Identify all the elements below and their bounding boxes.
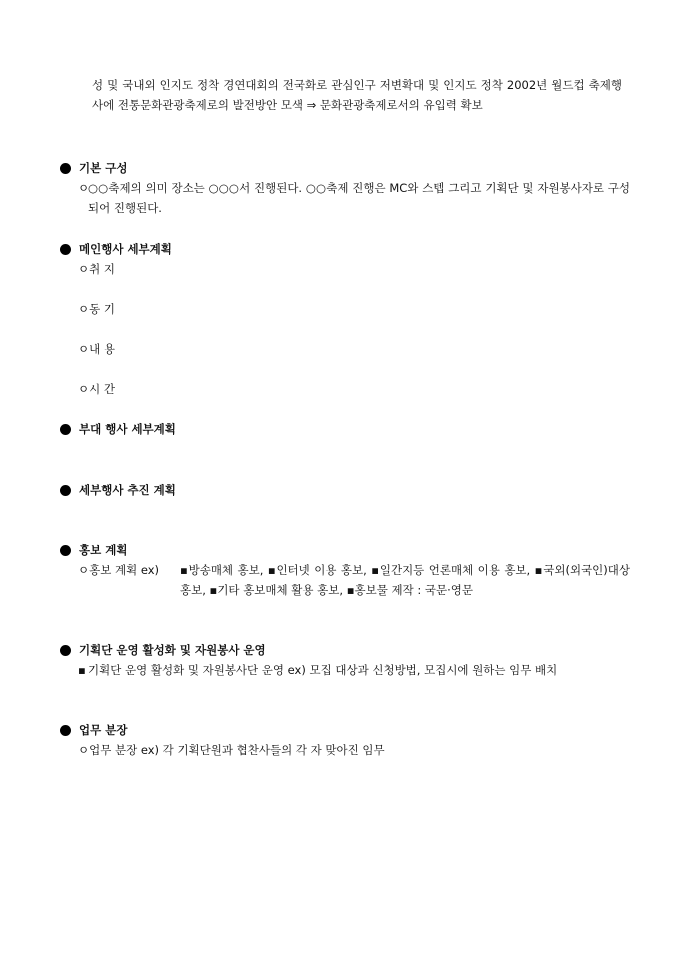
section-heading: [60, 239, 630, 259]
promotion-text: ▪방송매체 홍보, ▪인터넷 이용 홍보, ▪일간지등 언론매체 이용 홍보, ▪국외(외국인)대상 홍보, ▪기타 홍보매체 활용 홍보, ▪홍보물 제작 : 국문·영문: [180, 563, 630, 597]
filled-circle-bullet-icon: [60, 244, 71, 255]
planning-team-description: [78, 660, 630, 680]
main-item-purpose: ㅇ취 지: [78, 262, 115, 276]
section-heading: [60, 540, 630, 560]
filled-circle-bullet-icon: [60, 163, 71, 174]
heading-text: 부대 행사 세부계획: [79, 422, 176, 436]
heading-text: 업무 분장: [79, 723, 128, 737]
section-heading: [60, 419, 630, 439]
section-heading: [60, 480, 630, 500]
main-item-motive: ㅇ동 기: [78, 302, 115, 316]
filled-circle-bullet-icon: [60, 485, 71, 496]
section-sub-event: [60, 419, 630, 439]
section-main-event: [60, 239, 630, 396]
section-heading: [60, 640, 630, 660]
section-heading: [60, 720, 630, 740]
main-item-content: ㅇ내 용: [78, 342, 115, 356]
duties-text: ㅇ업무 분장 ex) 각 기획단원과 협찬사들의 각 자 맞아진 임무: [78, 743, 385, 757]
filled-circle-bullet-icon: [60, 645, 71, 656]
section-duties: [60, 720, 630, 760]
heading-text: 기획단 운영 활성화 및 자원봉사 운영: [79, 643, 266, 657]
filled-circle-bullet-icon: [60, 545, 71, 556]
filled-circle-bullet-icon: [60, 424, 71, 435]
heading-text: 메인행사 세부계획: [79, 242, 172, 256]
filled-circle-bullet-icon: [60, 725, 71, 736]
section-promotion: [60, 540, 630, 600]
heading-text: 기본 구성: [79, 161, 128, 175]
intro-paragraph: 성 및 국내외 인지도 정착 경연대회의 전국화로 관심인구 저변확대 및 인지도 정착 2002년 월드컵 축제행사에 전통문화관광축제로의 발전방안 모색 ⇒ 문화관광축제로서의 유입력 확보: [92, 78, 622, 112]
heading-text: 홍보 계획: [79, 543, 128, 557]
section-heading: [60, 158, 630, 178]
square-marker: ▪: [78, 663, 86, 677]
section-detail-plan: [60, 480, 630, 500]
circle-marker: ㅇ: [78, 181, 90, 195]
promotion-label: ㅇ홍보 계획 ex): [78, 563, 160, 577]
basic-text: ○○축제의 의미 장소는 ○○○서 진행된다. ○○축제 진행은 MC와 스텝 그리고 기획단 및 자원봉사자로 구성되어 진행된다.: [88, 181, 630, 215]
promotion-plan: [78, 560, 630, 600]
heading-text: 세부행사 추진 계획: [79, 483, 176, 497]
planning-team-text: 기획단 운영 활성화 및 자원봉사단 운영 ex) 모집 대상과 신청방법, 모집시에 원하는 임무 배치: [88, 663, 558, 677]
section-planning-team: [60, 640, 630, 680]
main-item-time: ㅇ시 간: [78, 382, 115, 396]
basic-description: [78, 178, 630, 218]
section-basic: [60, 158, 630, 218]
